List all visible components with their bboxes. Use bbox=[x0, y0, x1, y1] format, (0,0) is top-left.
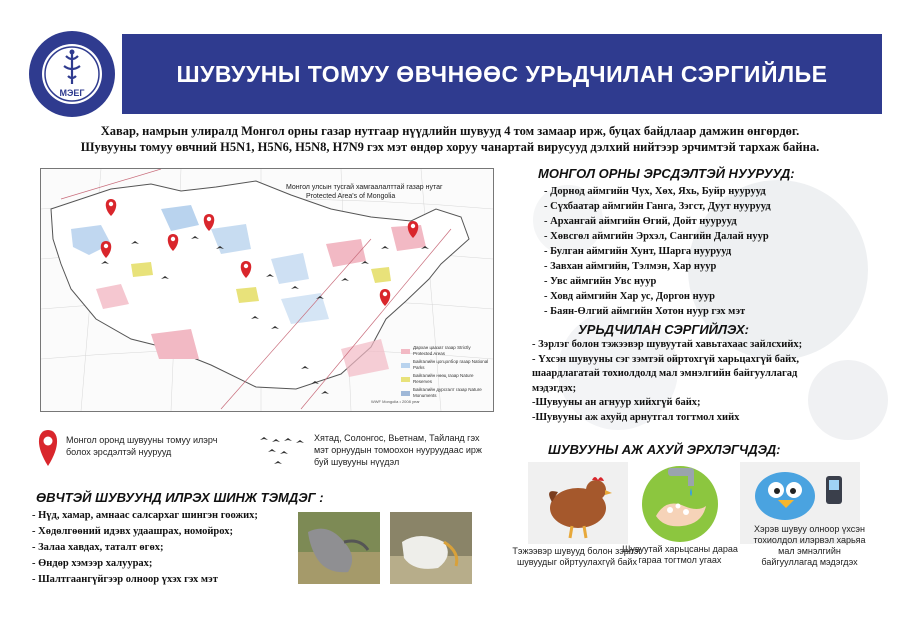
chicken-icon bbox=[528, 462, 628, 544]
map-legend-item bbox=[401, 387, 491, 399]
list-item: - Увс аймгийн Увс нуур bbox=[544, 276, 657, 287]
intro-line-2: Шувууны томуу өвчний H5N1, H5N6, H5N8, H7N9 гэх мэт өндөр хоруу чанартай вирусууд дэлхий нийтээр эрчимтэй тархаж байна. bbox=[80, 140, 820, 154]
legend-swatch bbox=[401, 349, 410, 354]
card-caption: Тэжээвэр шувууд болон зэрлэг шувуудыг ойртуулахгүй байх bbox=[512, 546, 642, 567]
handwash-icon bbox=[630, 462, 730, 544]
list-item: мэдэгдэх; bbox=[532, 382, 577, 394]
sick-bird-photo-1 bbox=[298, 512, 380, 584]
map-credit: WWF Mongolia • 2008 year bbox=[371, 399, 420, 404]
list-item: шаардлагатай тохиолдолд мал эмнэлгийн байгууллагад bbox=[532, 368, 798, 379]
intro-line-1: Хавар, намрын улиралд Монгол орны газар нутгаар нүүдлийн шувууд 4 том замаар ирж, буцах байдлаар дамжин өнгөрдөг. bbox=[100, 124, 800, 138]
header-banner bbox=[122, 34, 882, 114]
farmers-title: ШУВУУНЫ АЖ АХУЙ ЭРХЛЭГЧДЭД: bbox=[548, 442, 781, 457]
map-title-en: Protected Area's of Mongolia bbox=[306, 193, 396, 200]
logo-text: МЭЕГ bbox=[59, 88, 85, 98]
mongolia-map bbox=[40, 168, 494, 412]
list-item: - Өндөр хэмээр халуурах; bbox=[32, 558, 153, 569]
sick-bird-photo-2 bbox=[390, 512, 472, 584]
legend-label: Дархан цаазат газар Strictly Protected Areas bbox=[413, 345, 471, 356]
map-legend-item bbox=[401, 373, 491, 385]
list-item: - Баян-Өлгий аймгийн Хотон нуур гэх мэт bbox=[544, 306, 746, 317]
list-item: - Архангай аймгийн Өгий, Дойт нуурууд bbox=[544, 216, 737, 227]
list-item: -Шувууны ан агнуур хийхгүй байх; bbox=[532, 397, 701, 408]
list-item: - Нүд, хамар, амнаас салсархаг шингэн гоожих; bbox=[32, 510, 258, 521]
list-item: - Хөвсгөл аймгийн Эрхэл, Сангийн Далай нуур bbox=[544, 231, 769, 242]
list-item: - Завхан аймгийн, Тэлмэн, Хар нуур bbox=[544, 261, 717, 272]
map-title bbox=[286, 183, 486, 201]
legend-pin-text: Монгол оронд шувууны томуу илэрч болох эрсдэлтэй нуурууд bbox=[66, 435, 218, 457]
list-item: - Үхсэн шувууны сэг зэмтэй ойртохгүй харьцахгүй байх, bbox=[532, 353, 799, 365]
legend-swatch bbox=[401, 391, 410, 396]
list-item: - Булган аймгийн Хунт, Шарга нуурууд bbox=[544, 246, 732, 257]
map-legend-item bbox=[401, 345, 491, 357]
list-item: - Зэрлэг болон тэжээвэр шувуутай хавьтахаас зайлсхийх; bbox=[532, 339, 803, 350]
signs-title: ӨВЧТЭЙ ШУВУУНД ИЛРЭХ ШИНЖ ТЭМДЭГ : bbox=[36, 490, 324, 505]
cartoon-bird-phone-icon bbox=[740, 462, 860, 522]
legend-label: Байгалийн нөөц газар Nature Reserves bbox=[413, 373, 474, 384]
legend-label: Байгалийн дурсгалт газар Nature Monuments bbox=[413, 387, 482, 398]
list-item: - Шалтгаангүйгээр олноор үхэх гэх мэт bbox=[32, 574, 218, 585]
legend-swatch bbox=[401, 377, 410, 382]
list-item: - Ховд аймгийн Хар ус, Доргон нуур bbox=[544, 291, 715, 302]
card-caption: Шувуутай харьцсаны дараа гараа тогтмол угаах bbox=[622, 544, 738, 565]
agency-logo bbox=[28, 30, 116, 118]
location-pin-icon bbox=[36, 430, 60, 466]
prevention-list bbox=[532, 338, 882, 425]
risk-title: МОНГОЛ ОРНЫ ЭРСДЭЛТЭЙ НУУРУУД: bbox=[538, 166, 795, 181]
handwash-card bbox=[630, 462, 730, 544]
legend-birds-text: Хятад, Солонгос, Вьетнам, Тайланд гэх мэт орнуудын томоохон нууруудаас ирж буй шувууны нүүдэл bbox=[314, 433, 482, 467]
list-item: - Хөдөлгөөний идэвх удаашрах, номойрох; bbox=[32, 526, 233, 537]
map-legend bbox=[401, 345, 491, 401]
signs-list bbox=[32, 508, 302, 588]
chicken-card bbox=[528, 462, 628, 544]
legend-swatch bbox=[401, 363, 410, 368]
legend-label: Байгалийн цогцолбор газар National Parks bbox=[413, 359, 489, 370]
list-item: - Сүхбаатар аймгийн Ганга, Зэгст, Дуут нуурууд bbox=[544, 201, 771, 212]
card-caption: Хэрэв шувуу олноор үхсэн тохиолдол илэрвэл харьяа мал эмнэлгийн байгууллагад мэдэгдэх bbox=[753, 524, 866, 567]
intro-text bbox=[40, 123, 860, 155]
list-item: - Залаа хавдах, таталт өгөх; bbox=[32, 542, 164, 553]
map-title-mn: Монгол улсын тусгай хамгаалалттай газар нутаг bbox=[286, 184, 443, 191]
list-item: -Шувууны аж ахуйд арнутгал тогтмол хийх bbox=[532, 411, 740, 423]
risk-list bbox=[544, 184, 884, 319]
page-title: ШУВУУНЫ ТОМУУ ӨВЧНӨӨС УРЬДЧИЛАН СЭРГИЙЛЬЕ bbox=[176, 60, 828, 87]
prevention-title: УРЬДЧИЛАН СЭРГИЙЛЭХ: bbox=[578, 322, 749, 337]
map-legend-item bbox=[401, 359, 491, 371]
list-item: - Дорнод аймгийн Чух, Хөх, Яхь, Буйр нуурууд bbox=[544, 186, 766, 197]
bird-flock-icon bbox=[258, 436, 308, 468]
